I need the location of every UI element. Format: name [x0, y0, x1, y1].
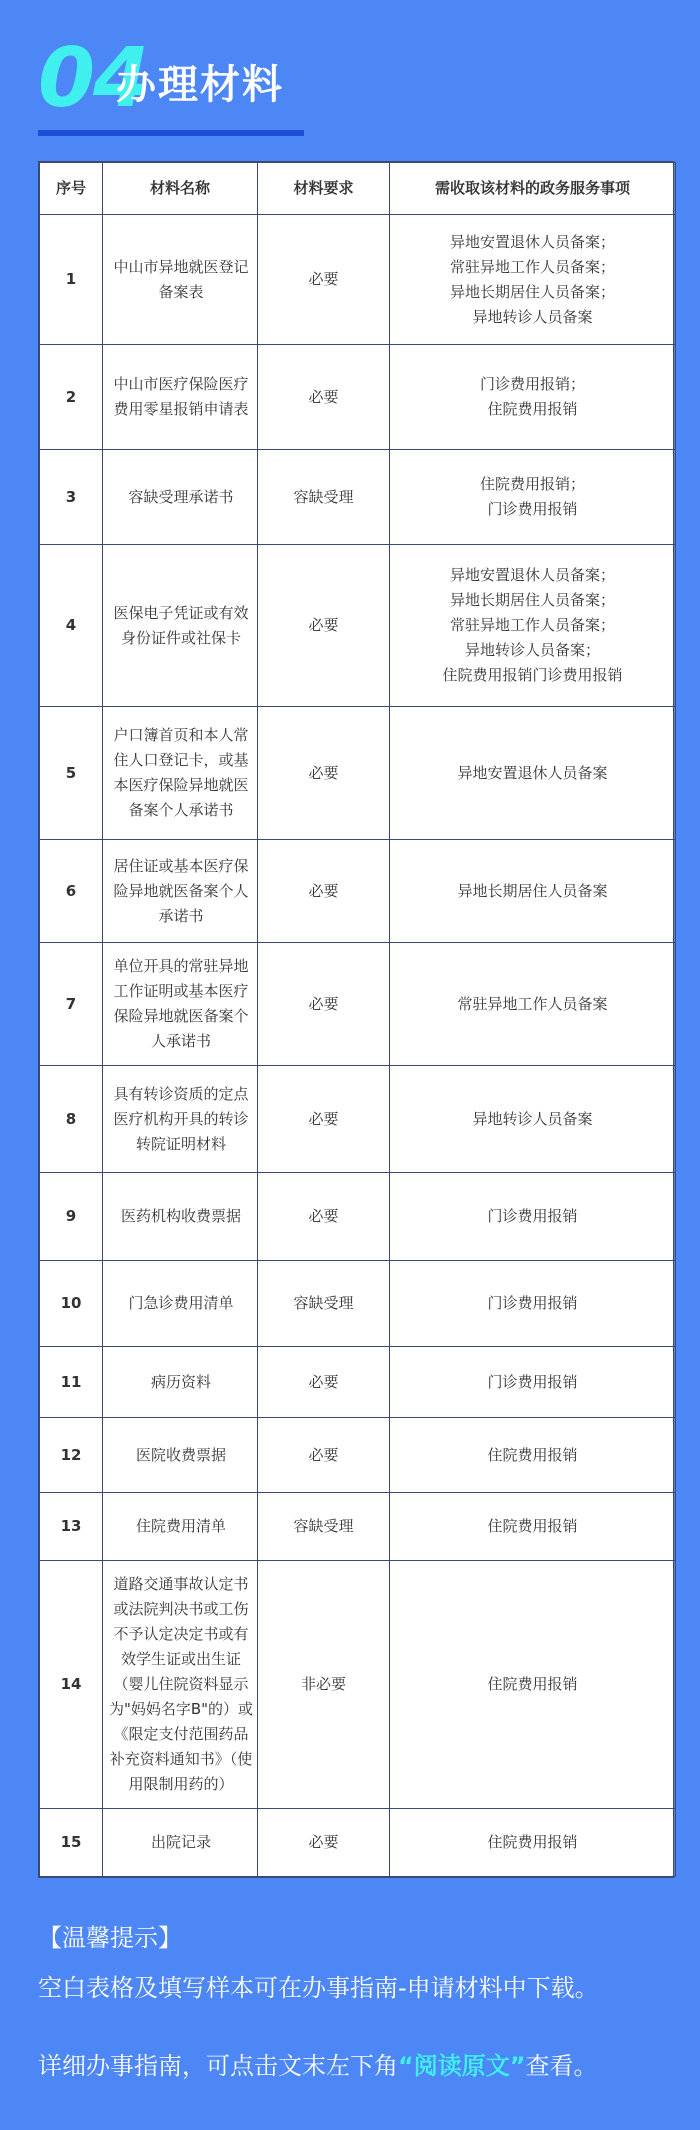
- row-seq: 11: [40, 1347, 103, 1418]
- table-header-row: [40, 163, 676, 215]
- row-service-items: 住院费用报销: [390, 1493, 676, 1561]
- row-material-name: 单位开具的常驻异地工作证明或基本医疗保险异地就医备案个人承诺书: [103, 943, 258, 1066]
- materials-table: [38, 161, 674, 1878]
- row-requirement: 必要: [258, 1347, 390, 1418]
- row-requirement: 必要: [258, 1809, 390, 1877]
- row-seq: 13: [40, 1493, 103, 1561]
- row-requirement: 必要: [258, 545, 390, 707]
- row-service-items: 住院费用报销； 门诊费用报销: [390, 450, 676, 545]
- row-service-items: 门诊费用报销: [390, 1261, 676, 1347]
- section-number: 04: [38, 31, 149, 126]
- row-material-name: 医药机构收费票据: [103, 1173, 258, 1261]
- table-row: [40, 1066, 676, 1173]
- tips-heading: 【温馨提示】: [38, 1924, 182, 1952]
- row-material-name: 门急诊费用清单: [103, 1261, 258, 1347]
- row-material-name: 住院费用清单: [103, 1493, 258, 1561]
- row-requirement: 容缺受理: [258, 450, 390, 545]
- row-material-name: 容缺受理承诺书: [103, 450, 258, 545]
- row-material-name: 户口簿首页和本人常住人口登记卡，或基本医疗保险异地就医备案个人承诺书: [103, 707, 258, 840]
- tips-guide-text: 详细办事指南，可点击文末左下角: [38, 2052, 398, 2080]
- row-seq: 3: [40, 450, 103, 545]
- row-service-items: 异地转诊人员备案: [390, 1066, 676, 1173]
- row-seq: 14: [40, 1561, 103, 1809]
- row-seq: 15: [40, 1809, 103, 1877]
- row-seq: 1: [40, 215, 103, 345]
- section-title: 办理材料: [116, 62, 284, 108]
- header-seq: 序号: [40, 163, 103, 215]
- row-service-items: 异地长期居住人员备案: [390, 840, 676, 943]
- row-requirement: 必要: [258, 1066, 390, 1173]
- table-row: [40, 707, 676, 840]
- table-row: [40, 1347, 676, 1418]
- table-row: [40, 345, 676, 450]
- table-row: [40, 545, 676, 707]
- section-underline: [38, 130, 304, 136]
- row-requirement: 容缺受理: [258, 1261, 390, 1347]
- table-row: [40, 840, 676, 943]
- row-requirement: 必要: [258, 215, 390, 345]
- table-row: [40, 943, 676, 1066]
- row-seq: 10: [40, 1261, 103, 1347]
- row-material-name: 中山市异地就医登记备案表: [103, 215, 258, 345]
- row-seq: 7: [40, 943, 103, 1066]
- section-header: [38, 31, 678, 138]
- row-material-name: 居住证或基本医疗保险异地就医备案个人承诺书: [103, 840, 258, 943]
- table-row: [40, 1561, 676, 1809]
- row-requirement: 必要: [258, 1173, 390, 1261]
- row-service-items: 异地安置退休人员备案； 常驻异地工作人员备案； 异地长期居住人员备案； 异地转诊人员备案: [390, 215, 676, 345]
- row-requirement: 必要: [258, 707, 390, 840]
- row-material-name: 医院收费票据: [103, 1418, 258, 1493]
- tips-guide-note: [38, 2048, 598, 2084]
- row-service-items: 住院费用报销: [390, 1561, 676, 1809]
- row-seq: 5: [40, 707, 103, 840]
- row-service-items: 门诊费用报销: [390, 1347, 676, 1418]
- row-service-items: 住院费用报销: [390, 1809, 676, 1877]
- row-seq: 6: [40, 840, 103, 943]
- row-service-items: 异地安置退休人员备案； 异地长期居住人员备案； 常驻异地工作人员备案； 异地转诊人员备案； 住院费用报销门诊费用报销: [390, 545, 676, 707]
- header-name: 材料名称: [103, 163, 258, 215]
- row-material-name: 出院记录: [103, 1809, 258, 1877]
- table-row: [40, 1261, 676, 1347]
- row-requirement: 非必要: [258, 1561, 390, 1809]
- tips-guide-suffix: 查看。: [525, 2052, 598, 2080]
- row-service-items: 门诊费用报销； 住院费用报销: [390, 345, 676, 450]
- row-service-items: 常驻异地工作人员备案: [390, 943, 676, 1066]
- row-service-items: 异地安置退休人员备案: [390, 707, 676, 840]
- row-requirement: 必要: [258, 345, 390, 450]
- tips-download-note: 空白表格及填写样本可在办事指南-申请材料中下载。: [38, 1974, 599, 2002]
- row-requirement: 必要: [258, 1418, 390, 1493]
- table-row: [40, 1418, 676, 1493]
- row-requirement: 必要: [258, 943, 390, 1066]
- table-row: [40, 1173, 676, 1261]
- row-material-name: 中山市医疗保险医疗费用零星报销申请表: [103, 345, 258, 450]
- row-seq: 4: [40, 545, 103, 707]
- read-original-link[interactable]: “阅读原文”: [398, 2052, 526, 2080]
- row-seq: 9: [40, 1173, 103, 1261]
- table-row: [40, 450, 676, 545]
- row-service-items: 住院费用报销: [390, 1418, 676, 1493]
- header-requirement: 材料要求: [258, 163, 390, 215]
- table-row: [40, 1493, 676, 1561]
- table-row: [40, 215, 676, 345]
- table-row: [40, 1809, 676, 1877]
- row-requirement: 容缺受理: [258, 1493, 390, 1561]
- row-material-name: 医保电子凭证或有效身份证件或社保卡: [103, 545, 258, 707]
- header-service-items: 需收取该材料的政务服务事项: [390, 163, 676, 215]
- row-material-name: 道路交通事故认定书或法院判决书或工伤不予认定决定书或有效学生证或出生证（婴儿住院资料显示为"妈妈名字B"的）或《限定支付范围药品补充资料通知书》（使用限制用药的）: [103, 1561, 258, 1809]
- row-seq: 2: [40, 345, 103, 450]
- row-requirement: 必要: [258, 840, 390, 943]
- row-material-name: 具有转诊资质的定点医疗机构开具的转诊转院证明材料: [103, 1066, 258, 1173]
- row-service-items: 门诊费用报销: [390, 1173, 676, 1261]
- row-seq: 12: [40, 1418, 103, 1493]
- row-seq: 8: [40, 1066, 103, 1173]
- row-material-name: 病历资料: [103, 1347, 258, 1418]
